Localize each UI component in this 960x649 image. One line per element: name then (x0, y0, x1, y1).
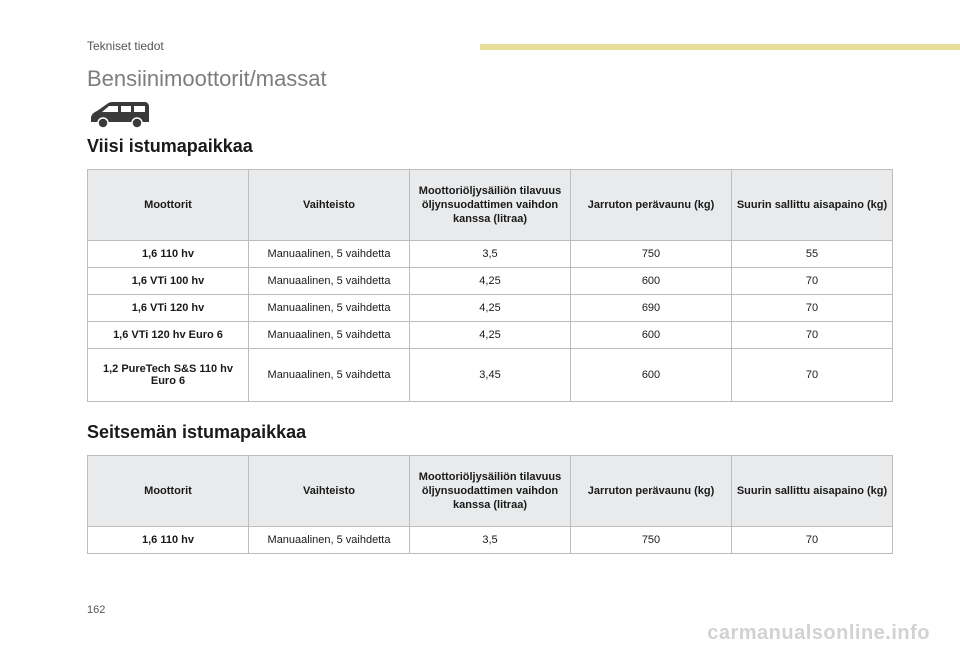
table-cell: Manuaalinen, 5 vaihdetta (249, 349, 410, 402)
table-cell: 1,6 VTi 120 hv (88, 295, 249, 322)
table-cell: 690 (571, 295, 732, 322)
column-header: Jarruton perävaunu (kg) (571, 456, 732, 527)
column-header: Moottoriöljysäiliön tilavuus öljynsuodattimen vaihdon kanssa (litraa) (410, 456, 571, 527)
column-header: Jarruton perävaunu (kg) (571, 170, 732, 241)
column-header: Vaihteisto (249, 170, 410, 241)
table-cell: 600 (571, 349, 732, 402)
section-label: Tekniset tiedot (87, 39, 164, 53)
table-cell: Manuaalinen, 5 vaihdetta (249, 295, 410, 322)
table-cell: 1,6 VTi 100 hv (88, 268, 249, 295)
page-title: Bensiinimoottorit/massat (87, 66, 327, 91)
table-cell: Manuaalinen, 5 vaihdetta (249, 527, 410, 554)
column-header: Moottorit (88, 170, 249, 241)
watermark: carmanualsonline.info (707, 622, 930, 644)
table-cell: 1,6 VTi 120 hv Euro 6 (88, 322, 249, 349)
table-header-row (88, 170, 893, 241)
table-cell: 750 (571, 241, 732, 268)
column-header: Suurin sallittu aisapaino (kg) (732, 456, 893, 527)
table-row (88, 322, 893, 349)
table-header-row (88, 456, 893, 527)
table-cell: 55 (732, 241, 893, 268)
five-seats-heading: Viisi istumapaikkaa (87, 136, 253, 156)
column-header: Moottorit (88, 456, 249, 527)
table-cell: 4,25 (410, 268, 571, 295)
table-cell: 4,25 (410, 322, 571, 349)
table-cell: 3,5 (410, 527, 571, 554)
table-cell: 3,5 (410, 241, 571, 268)
column-header: Moottoriöljysäiliön tilavuus öljynsuodattimen vaihdon kanssa (litraa) (410, 170, 571, 241)
page-number: 162 (87, 604, 106, 616)
table-cell: 600 (571, 268, 732, 295)
table-cell: Manuaalinen, 5 vaihdetta (249, 241, 410, 268)
seven-seats-table (87, 455, 893, 554)
header-accent-bar (480, 44, 960, 50)
table-cell: 70 (732, 295, 893, 322)
table-row (88, 527, 893, 554)
table-cell: 4,25 (410, 295, 571, 322)
van-icon (87, 100, 151, 130)
table-row (88, 268, 893, 295)
table-cell: 1,6 110 hv (88, 527, 249, 554)
table-cell: 70 (732, 527, 893, 554)
table-cell: 750 (571, 527, 732, 554)
column-header: Suurin sallittu aisapaino (kg) (732, 170, 893, 241)
table-cell: 70 (732, 349, 893, 402)
table-cell: 1,2 PureTech S&S 110 hv Euro 6 (88, 349, 249, 402)
table-cell: 1,6 110 hv (88, 241, 249, 268)
table-cell: Manuaalinen, 5 vaihdetta (249, 322, 410, 349)
five-seats-table (87, 169, 893, 402)
table-row (88, 295, 893, 322)
column-header: Vaihteisto (249, 456, 410, 527)
seven-seats-heading: Seitsemän istumapaikkaa (87, 422, 307, 442)
table-cell: 3,45 (410, 349, 571, 402)
table-row (88, 241, 893, 268)
table-cell: Manuaalinen, 5 vaihdetta (249, 268, 410, 295)
table-cell: 70 (732, 322, 893, 349)
table-cell: 600 (571, 322, 732, 349)
table-cell: 70 (732, 268, 893, 295)
table-row (88, 349, 893, 402)
